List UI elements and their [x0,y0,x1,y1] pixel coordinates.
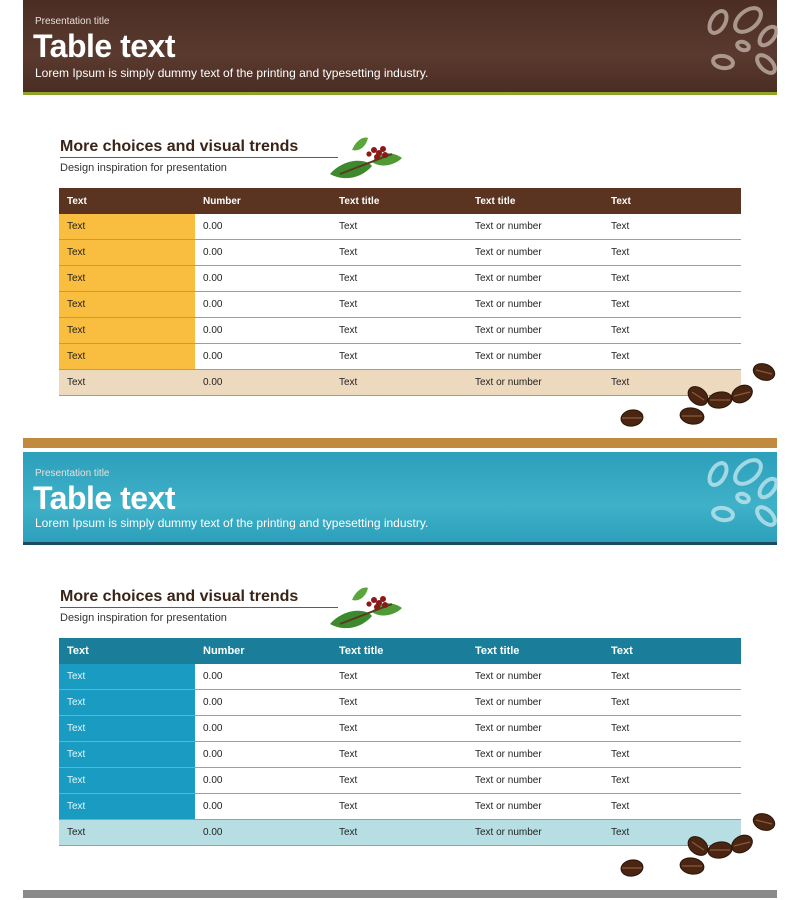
table-cell: Text [59,820,195,846]
table-cell: 0.00 [195,820,331,846]
table-cell: Text [331,820,467,846]
slide-coffee [0,0,800,448]
section-title: More choices and visual trends [60,138,299,155]
table-cell: Text [331,214,467,240]
coffee-plant-icon [322,128,408,184]
slide-subtitle: Lorem Ipsum is simply dummy text of the printing and typesetting industry. [35,66,429,80]
column-header: Text title [331,188,467,214]
table-cell: Text [331,690,467,716]
column-header: Text [59,638,195,664]
table-cell: Text [331,266,467,292]
table-cell: Text or number [467,768,603,794]
table-row [59,266,741,292]
table-cell: Text [331,318,467,344]
table-cell: 0.00 [195,742,331,768]
table-row [59,292,741,318]
column-header: Number [195,188,331,214]
column-header: Text title [467,188,603,214]
slide-title: Table text [33,28,175,64]
table-cell: 0.00 [195,266,331,292]
section-subtitle: Design inspiration for presentation [60,162,227,174]
roasted-beans-icon [614,806,784,882]
table-cell: Text [59,664,195,690]
section-title: More choices and visual trends [60,588,299,605]
table-row [59,664,741,690]
table-row [59,716,741,742]
coffee-plant-icon [322,578,408,634]
table-cell: Text [603,344,741,370]
section-underline [60,157,338,158]
table-cell: Text or number [467,742,603,768]
slide-subtitle: Lorem Ipsum is simply dummy text of the printing and typesetting industry. [35,516,429,530]
table-cell: Text [603,240,741,266]
table-cell: Text or number [467,214,603,240]
table-cell: Text [603,214,741,240]
table-cell: Text [603,820,741,846]
table-cell: Text [603,742,741,768]
table-cell: 0.00 [195,344,331,370]
header-band [23,452,777,545]
table-cell: Text or number [467,794,603,820]
section-subtitle: Design inspiration for presentation [60,612,227,624]
table-cell: Text [59,292,195,318]
table-cell: Text [331,664,467,690]
table-cell: Text [603,794,741,820]
table-cell: Text [59,768,195,794]
table-cell: Text or number [467,820,603,846]
table-cell: Text [331,292,467,318]
table-cell: Text or number [467,292,603,318]
table-cell: Text [331,768,467,794]
table-cell: Text [331,742,467,768]
table-cell: 0.00 [195,240,331,266]
column-header: Text [603,638,741,664]
section-underline [60,607,338,608]
table-cell: 0.00 [195,768,331,794]
slide-teal [0,450,800,898]
table-cell: Text or number [467,266,603,292]
table-cell: 0.00 [195,292,331,318]
table-cell: Text [331,240,467,266]
table-cell: 0.00 [195,664,331,690]
column-header: Number [195,638,331,664]
table-cell: Text [59,794,195,820]
table-cell: Text [603,292,741,318]
table-cell: Text [331,370,467,396]
column-header: Text title [467,638,603,664]
table-cell: Text [59,344,195,370]
table-header-row [59,638,741,664]
table-cell: Text [603,716,741,742]
coffee-beans-outline-icon [678,454,778,540]
table-row [59,318,741,344]
table-header-row [59,188,741,214]
presentation-pretitle: Presentation title [35,16,110,27]
roasted-beans-icon [614,356,784,432]
table-cell: Text or number [467,716,603,742]
table-cell: Text or number [467,344,603,370]
column-header: Text [59,188,195,214]
table-cell: Text [331,716,467,742]
table-cell: Text [603,318,741,344]
table-cell: 0.00 [195,214,331,240]
table-cell: Text [331,794,467,820]
table-cell: Text or number [467,318,603,344]
coffee-beans-outline-icon [678,2,778,88]
table-row [59,768,741,794]
table-cell: Text [59,690,195,716]
table-row [59,214,741,240]
table-cell: 0.00 [195,794,331,820]
slide-title: Table text [33,480,175,516]
table-cell: Text [59,370,195,396]
table-row [59,690,741,716]
slide-separator [23,438,777,448]
table-row [59,742,741,768]
table-cell: 0.00 [195,690,331,716]
table-cell: Text [603,768,741,794]
table-cell: Text or number [467,664,603,690]
presentation-pretitle: Presentation title [35,468,110,479]
table-cell: Text [603,370,741,396]
table-cell: Text [59,716,195,742]
table-cell: Text or number [467,690,603,716]
table-cell: Text [59,240,195,266]
table-cell: Text [603,266,741,292]
table-cell: Text or number [467,240,603,266]
table-cell: Text [603,664,741,690]
table-cell: Text [59,214,195,240]
table-cell: Text [59,742,195,768]
column-header: Text title [331,638,467,664]
table-cell: 0.00 [195,318,331,344]
table-row [59,240,741,266]
table-cell: Text [331,344,467,370]
table-cell: Text [59,318,195,344]
table-cell: 0.00 [195,370,331,396]
slide-separator [23,890,777,898]
table-cell: Text [59,266,195,292]
table-cell: Text [603,690,741,716]
table-cell: 0.00 [195,716,331,742]
column-header: Text [603,188,741,214]
table-cell: Text or number [467,370,603,396]
header-band [23,0,777,95]
